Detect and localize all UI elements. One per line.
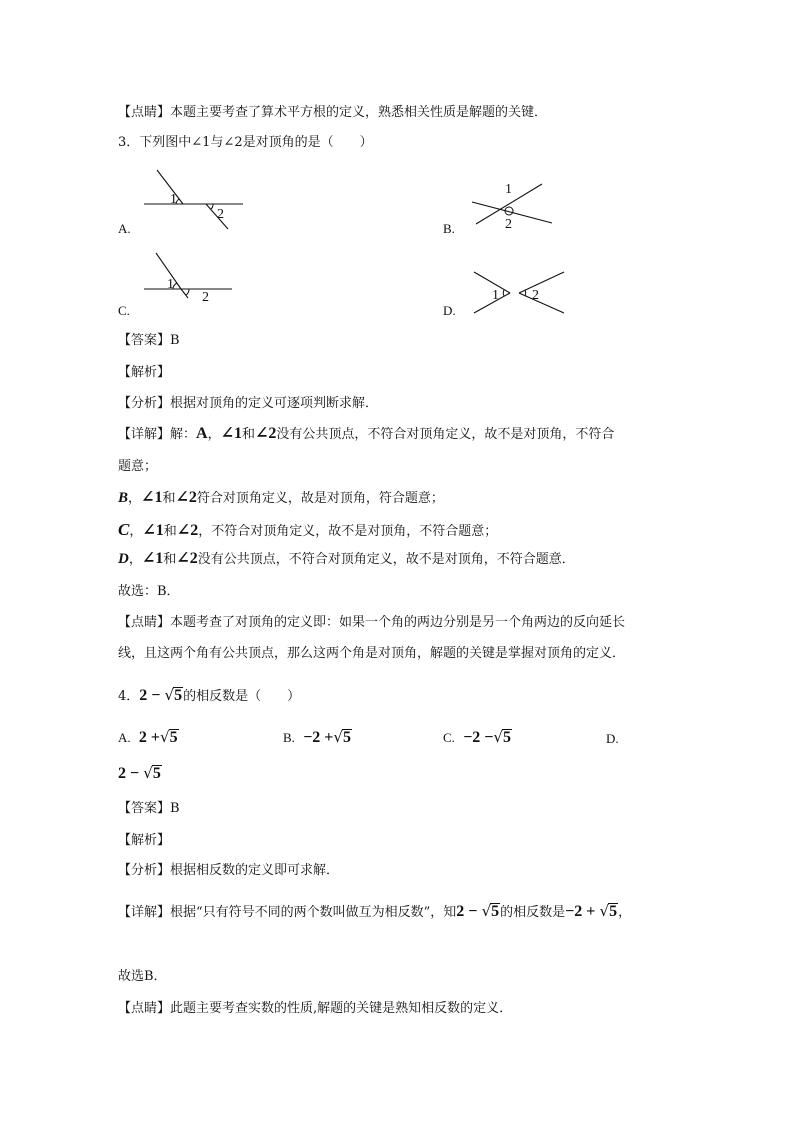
detail-a-cont: 题意； <box>118 459 158 474</box>
tip-line: 线，且这两个角有公共顶点，那么这两个角是对顶角，解题的关键是掌握对顶角的定义． <box>118 646 626 661</box>
tip-line: 【点睛】本题主要考查了算术平方根的定义，熟悉相关性质是解题的关键． <box>118 105 548 120</box>
analysis: 【分析】根据相反数的定义即可求解． <box>118 863 340 878</box>
angle-label-1: 1 <box>167 277 174 292</box>
angle-label-1: 1 <box>492 288 499 303</box>
option-d-label: D. <box>443 303 456 318</box>
q4-option-a: A. 2 +√5 <box>118 728 178 746</box>
detail-d: D，∠1和∠2没有公共顶点，不符合对顶角定义，故不是对顶角，不符合题意． <box>118 550 575 567</box>
analysis-header: 【解析】 <box>118 365 171 380</box>
question-4: 4．2 − √5的相反数是（ ） <box>118 686 301 704</box>
angle-label-2: 2 <box>505 217 512 230</box>
figure-b <box>466 180 556 230</box>
conclusion: 故选：B． <box>118 584 180 599</box>
figure-c <box>140 248 240 308</box>
analysis-header: 【解析】 <box>118 833 171 848</box>
option-c-label: C. <box>118 303 130 318</box>
q4-option-c: C. −2 −√5 <box>443 728 511 746</box>
tip-line: 【点睛】本题考查了对顶角的定义即：如果一个角的两边分别是另一个角两边的反向延长 <box>118 615 626 630</box>
q4-option-d-expr: 2 − √5 <box>118 764 161 782</box>
answer: 【答案】B <box>118 333 180 348</box>
conclusion: 故选B． <box>118 969 167 984</box>
q4-option-b: B. −2 +√5 <box>283 728 351 746</box>
detail: 【详解】根据“只有符号不同的两个数叫做互为相反数”，知2 − √5的相反数是−2 + √5， <box>118 902 632 920</box>
detail-c: C，∠1和∠2，不符合对顶角定义，故不是对顶角，不符合题意； <box>118 520 498 539</box>
analysis: 【分析】根据对顶角的定义可逐项判断求解． <box>118 396 379 411</box>
detail-a: 【详解】解：A，∠1和∠2没有公共顶点，不符合对顶角定义，故不是对顶角，不符合 <box>118 425 615 442</box>
angle-label-1: 1 <box>505 182 512 197</box>
q4-option-d-label: D. <box>606 731 619 746</box>
angle-label-1: 1 <box>170 192 177 207</box>
angle-label-2: 2 <box>202 290 209 305</box>
option-b-label: B. <box>443 221 455 236</box>
figure-d <box>472 268 572 316</box>
answer: 【答案】B <box>118 801 180 816</box>
option-a-label: A. <box>118 221 131 236</box>
angle-label-2: 2 <box>532 288 539 303</box>
angle-label-2: 2 <box>217 207 224 222</box>
figure-a <box>140 165 250 235</box>
tip-line: 【点睛】此题主要考查实数的性质,解题的关键是熟知相反数的定义． <box>118 1001 513 1016</box>
question-3: 3．下列图中∠1与∠2是对顶角的是（ ） <box>118 135 373 150</box>
detail-b: B，∠1和∠2符合对顶角定义，故是对顶角，符合题意； <box>118 489 444 506</box>
